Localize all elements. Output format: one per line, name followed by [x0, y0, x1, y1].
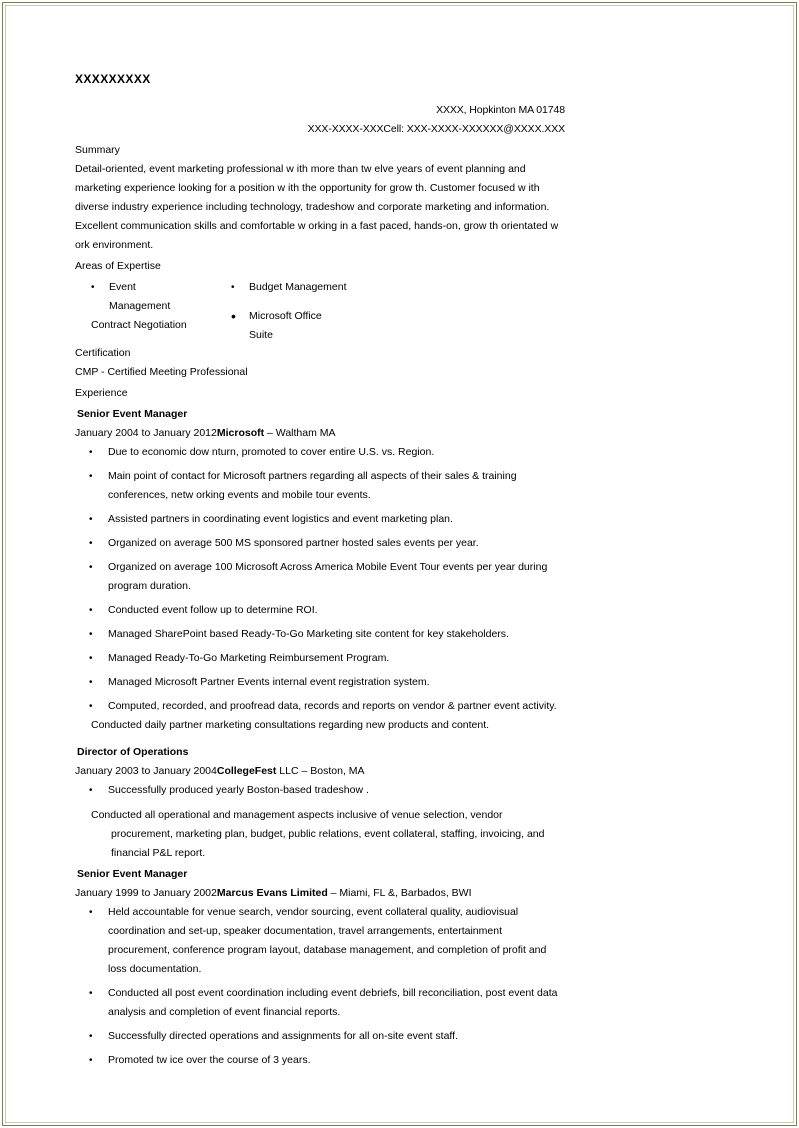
job-title: Director of Operations: [77, 746, 189, 758]
expertise-item-line2: Suite: [249, 329, 273, 341]
summary-text: Detail-oriented, event marketing professional w ith more than tw elve years of event planning and marketing experience looking for a position w ith the opportunity for grow th. Customer focused w ith diverse industry experience including technology, tradeshow and corporate marketing and information. Excellent communication skills and comfortable w orking in a fast paced, hands-on, grow th orientated w ork environment.: [75, 163, 559, 251]
list-item: • Managed Ready-To-Go Marketing Reimbursement Program.: [75, 649, 565, 668]
list-item: • Promoted tw ice over the course of 3 years.: [75, 1051, 565, 1070]
list-item: • Main point of contact for Microsoft partners regarding all aspects of their sales & training conferences, netw orking events and mobile tour events.: [75, 467, 565, 505]
certification-value: CMP - Certified Meeting Professional: [75, 366, 248, 378]
expertise-item-line1: Microsoft Office: [249, 310, 322, 322]
job-dates: January 1999 to January 2002: [75, 887, 217, 899]
job-meta: [75, 884, 565, 903]
job-separator: –: [298, 765, 311, 777]
job-location: Waltham MA: [275, 427, 336, 439]
list-item: • Organized on average 500 MS sponsored partner hosted sales events per year.: [75, 534, 565, 553]
job-meta: [75, 424, 565, 443]
job-hanging-paragraph: Conducted all operational and management aspects inclusive of venue selection, vendor procurement, marketing plan, budget, public relations, event collateral, staffing, invoicing, and financial P&L report.: [91, 809, 545, 859]
list-item: • Computed, recorded, and proofread data, records and reports on vendor & partner event activity.: [75, 697, 565, 716]
expertise-item: [75, 278, 225, 316]
section-gap: [75, 735, 565, 741]
list-item: • Organized on average 100 Microsoft Across America Mobile Event Tour events per year during program duration.: [75, 558, 565, 596]
expertise-item: [215, 278, 435, 297]
expertise-heading: Areas of Expertise: [75, 260, 161, 272]
expertise-item-line1: Event: [109, 281, 136, 293]
job-bullet-list: [75, 443, 565, 716]
job-separator: –: [327, 887, 340, 899]
expertise-item: [75, 316, 225, 335]
job-title: Senior Event Manager: [77, 868, 188, 880]
expertise-right-column: [215, 278, 435, 345]
expertise-gap: [215, 297, 435, 307]
summary-heading: Summary: [75, 144, 120, 156]
job-trailing-paragraph: Conducted daily partner marketing consultations regarding new products and content.: [91, 719, 490, 731]
job-dates: January 2004 to January 2012: [75, 427, 217, 439]
job-bullet-list: [75, 781, 565, 800]
job-location: Miami, FL &, Barbados, BWI: [339, 887, 472, 899]
certification-heading: Certification: [75, 347, 131, 359]
job-company: Microsoft: [216, 427, 265, 439]
contact-address-line: XXXX, Hopkinton MA 01748: [436, 104, 565, 116]
experience-heading: Experience: [75, 387, 128, 399]
job-bullet-list: [75, 903, 565, 1070]
list-item: • Conducted all post event coordination including event debriefs, bill reconciliation, post event data analysis and completion of event financial reports.: [75, 984, 565, 1022]
job-title: Senior Event Manager: [77, 408, 188, 420]
job-company-suffix: LLC: [276, 765, 299, 777]
candidate-name: XXXXXXXXX: [75, 72, 151, 86]
job-location: Boston, MA: [310, 765, 365, 777]
list-item: • Conducted event follow up to determine ROI.: [75, 601, 565, 620]
expertise-item-line1: Budget Management: [249, 281, 347, 293]
list-item: • Assisted partners in coordinating event logistics and event marketing plan.: [75, 510, 565, 529]
job-meta: [75, 762, 565, 781]
list-item: • Managed Microsoft Partner Events internal event registration system.: [75, 673, 565, 692]
expertise-item-line2: Management: [109, 300, 171, 312]
list-item: • Successfully produced yearly Boston-based tradeshow .: [75, 781, 565, 800]
list-item: • Held accountable for venue search, vendor sourcing, event collateral quality, audiovisual coordination and set-up, speaker documentation, travel arrangements, entertainment procurement, conference program layout, database management, and completion of profit and loss documentation.: [75, 903, 565, 979]
expertise-left-column: [75, 278, 225, 335]
expertise-item-line1: Contract Negotiation: [91, 319, 187, 331]
job-company: CollegeFest: [216, 765, 277, 777]
job-separator: –: [264, 427, 276, 439]
expertise-columns: [75, 278, 565, 342]
list-item: • Due to economic dow nturn, promoted to cover entire U.S. vs. Region.: [75, 443, 565, 462]
resume-content: [75, 70, 565, 1075]
expertise-item: [215, 307, 435, 345]
list-item: • Managed SharePoint based Ready-To-Go Marketing site content for key stakeholders.: [75, 625, 565, 644]
contact-phone-email-line: XXX-XXXX-XXXCell: XXX-XXXX-XXXXXX@XXXX.XXX: [307, 123, 565, 135]
job-company: Marcus Evans Limited: [216, 887, 328, 899]
list-item: • Successfully directed operations and assignments for all on-site event staff.: [75, 1027, 565, 1046]
job-dates: January 2003 to January 2004: [75, 765, 217, 777]
